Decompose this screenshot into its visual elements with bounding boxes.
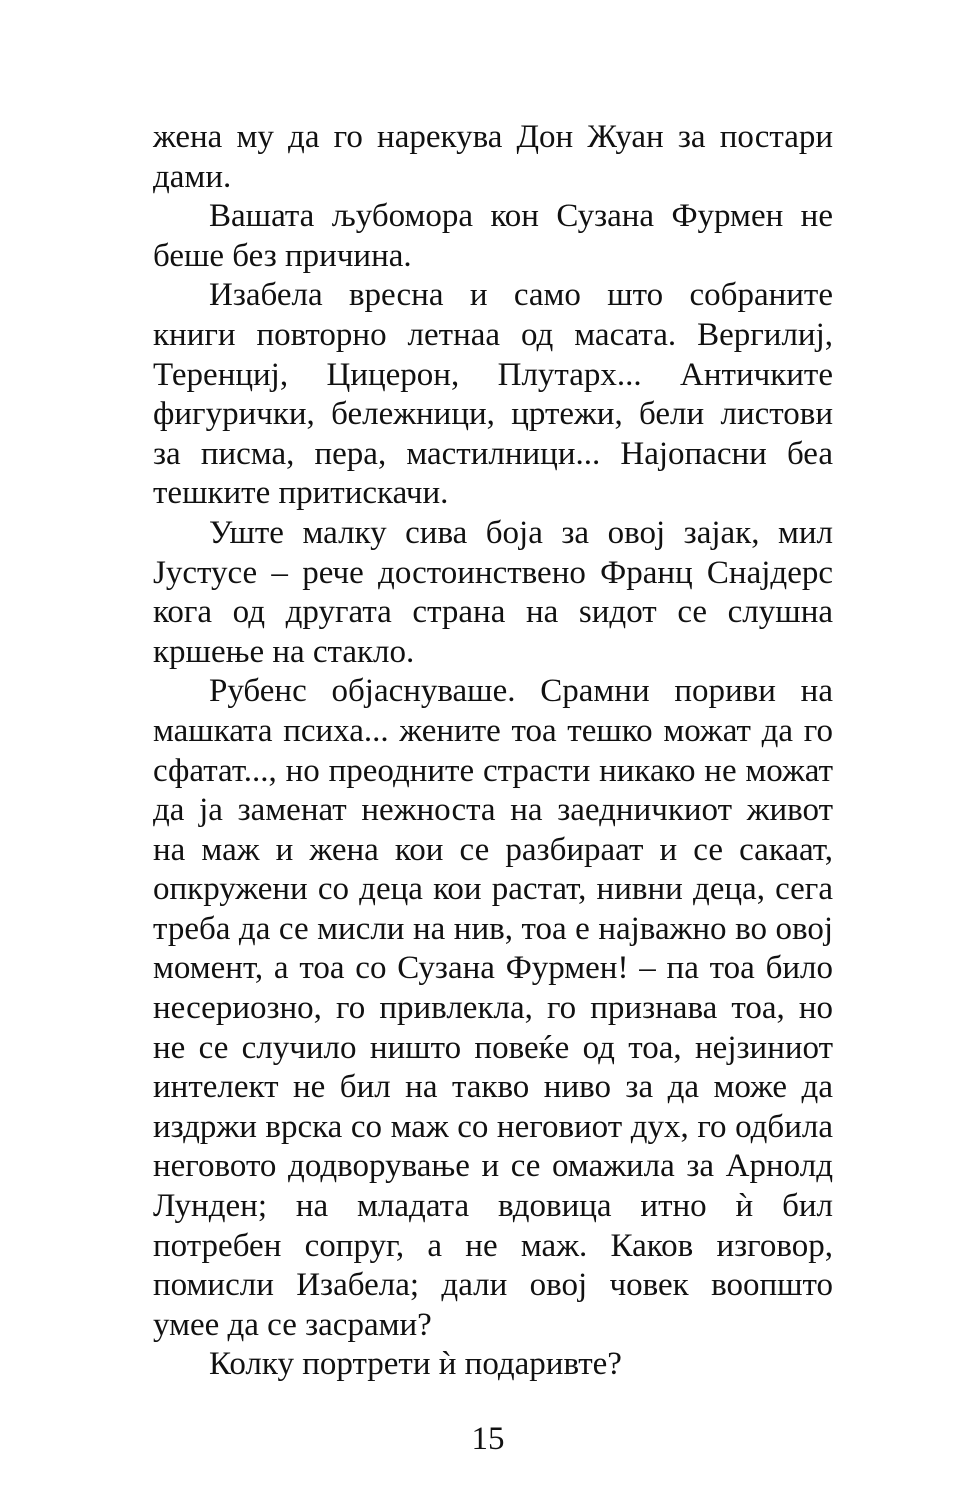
paragraph-5: Рубенс објаснуваше. Срамни пориви на машката психа... жените тоа тешко можат да го сфатат..., но преодните страсти никако не можат да ја заменат нежноста на заедничкиот живот на маж и жена кои се разбираат и се сакаат, опкружени со деца кои растат, нивни деца, сега треба да се мисли на нив, тоа е најважно во овој момент, а тоа со Сузана Фурмен! – па тоа било несериозно, го привлекла, го признава тоа, но не се случило ништо повеќе од тоа, нејзиниот интелект не бил на такво ниво за да може да издржи врска со маж со неговиот дух, го одбила неговото додворување и се омажила за Арнолд Лунден; на младата вдовица итно ѝ бил потребен сопруг, а не маж. Каков изговор, помисли Изабела; дали овој човек воопшто умее да се засрами? — [153, 673, 833, 1343]
page-body — [153, 118, 833, 1385]
page-number: 15 — [471, 1421, 505, 1457]
paragraph-6: Колку портрети ѝ подаривте? — [209, 1346, 622, 1383]
paragraph-1: жена му да го нарекува Дон Жуан за постари дами. — [153, 119, 833, 195]
paragraph-4: Уште малку сива боја за овој зајак, мил Јустусе – рече достоинствено Франц Снајдерс кога од другата страна на ѕидот се слушна кршење на стакло. — [153, 514, 833, 670]
paragraph-3: Изабела вресна и само што собраните книги повторно летнаа од масата. Вергилиј, Теренциј, Цицерон, Плутарх... Античките фигурички, бележници, цртежи, бели листови за писма, пера, мастилници... Најопасни беа тешките притискачи. — [153, 277, 833, 512]
paragraph-2: Вашата љубомора кон Сузана Фурмен не беше без причина. — [153, 198, 833, 274]
